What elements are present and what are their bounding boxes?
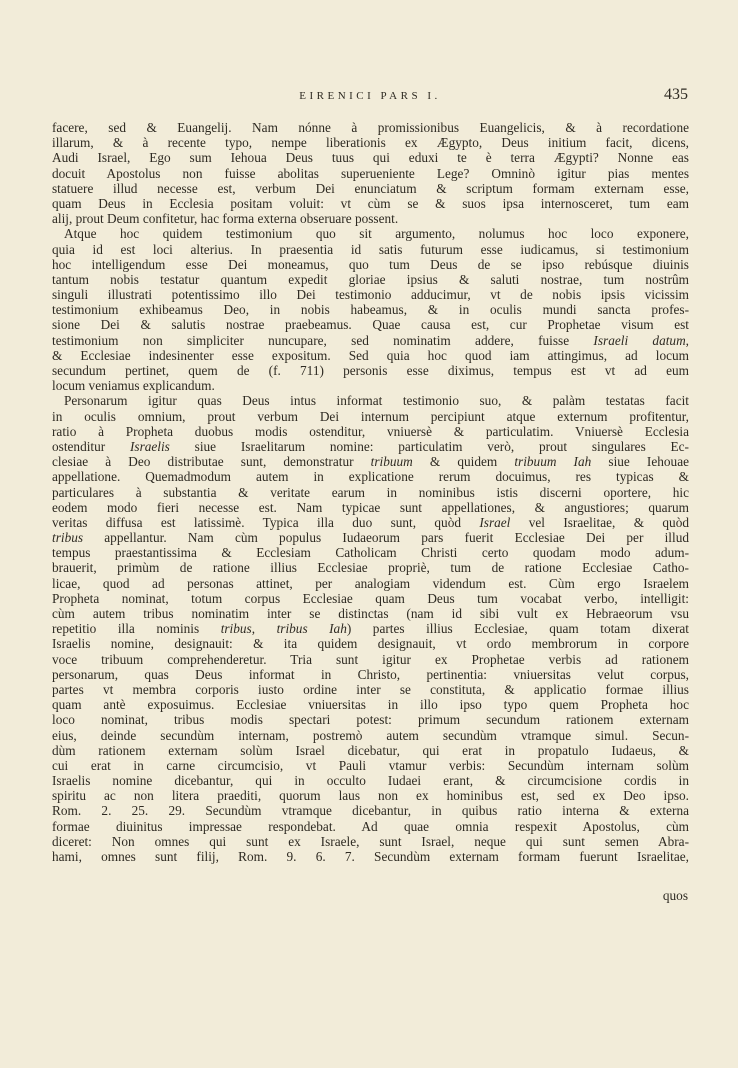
text-line: tempus praestantissima & Ecclesiam Catholicam Christi certo quodam modo adum-	[52, 545, 689, 561]
text-run: veritas diffusa est latissimè. Typica illa duo sunt, quòd	[52, 514, 462, 530]
text-line: loco nominat, tribus modis spectari potest: primum secundum rationem externam	[52, 712, 689, 728]
text-run: appellantur. Nam cùm populus Iudaeorum pars fuerit Ecclesiae Dei per illud	[104, 530, 689, 546]
text-line	[52, 515, 689, 530]
text-line: secundum pertinet, quem de (f. 711) personis esse diximus, tempus est vt ad eum	[52, 363, 689, 378]
text-line: brauerit, primùm de ratione illius Ecclesiae propriè, tum de ratione Ecclesiae Catho-	[52, 560, 689, 576]
text-run: ,	[251, 621, 277, 637]
text-line: Propheta nominat, totum corpus Ecclesiae quam Deus tum vocabat verbo, intelligit:	[52, 590, 689, 606]
text-run: siue Iehouae	[591, 454, 689, 470]
text-line: particulares à substantia & veritate earum in nominibus istis discerni oportere, hic	[52, 484, 689, 500]
text-line: tantum nobis testatur quantum expedit gloriae ipsius & saluti nostrae, tum nostrûm	[52, 271, 689, 287]
text-line: quia id est loci alterius. In praesentia id satis futurum esse iudicamus, si testimonium	[52, 241, 689, 257]
text-run: & quidem	[412, 454, 515, 470]
italic-term: tribus	[220, 621, 252, 637]
italic-term: tribuum	[370, 454, 413, 470]
text-run: ostenditur	[52, 438, 106, 454]
text-line	[52, 530, 689, 545]
text-line: Rom. 2. 25. 29. Secundùm vtramque dicebantur, in quibus ratio interna & externa	[52, 803, 689, 819]
text-line: statuere illud necesse est, verbum Dei enunciatum & scriptum formam externam esse,	[52, 180, 689, 196]
text-line: Atque hoc quidem testimonium quo sit argumento, nolumus hoc loco exponere,	[64, 226, 689, 242]
text-line: partes vt membra corporis iusto ordine inter se constituta, & applicatio formae illius	[52, 681, 689, 697]
text-run: clesiae à Deo distributae sunt, demonstratur	[52, 454, 354, 470]
text-line: Israelis nomine, designauit: & ita quidem designauit, vt ordo membrorum in corpore	[52, 636, 689, 652]
italic-term: Israel	[479, 514, 511, 530]
italic-term: tribus Iah	[276, 621, 347, 637]
running-title: EIRENICI PARS I.	[299, 90, 441, 102]
text-line: facere, sed & Euangelij. Nam nónne à promissionibus Euangelicis, & à recordatione	[52, 120, 689, 135]
text-line: voce tribuum comprehenderetur. Tria sunt igitur ex Prophetae verbis ad rationem	[52, 651, 689, 667]
text-run: ,	[685, 332, 689, 348]
text-run: ) partes illius Ecclesiae, quam totam dixerat	[346, 621, 689, 637]
text-line: in oculis omnium, prout verbum Dei internum percipiunt atque externum profitentur,	[52, 408, 689, 424]
text-line: ratio à Propheta duobus modis ostenditur, vniuersè & particulatim. Vniuersè Ecclesia	[52, 423, 689, 439]
text-line: docuit Apostolus non fuisse abolitas superueniente Lege? Omninò igitur pias mentes	[52, 165, 689, 181]
catchword: quos	[662, 888, 688, 903]
text-line: alij, prout Deum confitetur, hac forma externa obseruare possent.	[52, 211, 399, 227]
text-line: formae diuinitus impressae respondebat. Ad quae omnia respexit Apostolus, cùm	[52, 818, 689, 834]
italic-term: Israeli datum	[593, 332, 686, 348]
text-line	[52, 439, 689, 454]
text-line: & Ecclesiae indesinenter esse expositum. Sed quia hoc quod iam attingimus, ad locum	[52, 347, 689, 363]
text-line: singuli illustrati potentissimo illo Dei testimonio adducimur, vt de nobis ipsis vicissim	[52, 287, 689, 303]
text-line: diceret: Non omnes qui sunt ex Israele, sunt Israel, neque qui sunt semen Abra-	[52, 833, 689, 849]
page-number: 435	[664, 86, 688, 103]
page-header	[52, 86, 688, 110]
text-line: Audi Israel, Ego sum Iehoua Deus tuus qui eduxi te è terra Ægypti? Nonne eas	[52, 150, 689, 166]
text-line: appellatione. Quemadmodum autem in explicatione rerum docuimus, res typicas &	[52, 469, 689, 485]
text-line: hami, omnes sunt filij, Rom. 9. 6. 7. Secundùm externam formam fuerunt Israelitae,	[52, 849, 689, 864]
text-line: quam antè exposuimus. Ecclesiae vniuersitas in illo ipso typo quem Propheta hoc	[52, 697, 689, 713]
text-line	[52, 864, 689, 879]
text-line: eius, deinde secundùm internam, postremò autem secundùm vtramque simul. Secun-	[52, 727, 689, 743]
text-line: testimonium exhibeamus Deo, in nobis habeamus, & in oculis mundi sancta profes-	[52, 302, 689, 318]
text-line: eodem modo fieri necesse est. Nam typicae sunt appellationes, & angustiores; quarum	[52, 499, 689, 515]
text-line: licae, quod ad personas attinet, per analogiam videndum est. Cùm ergo Israelem	[52, 575, 689, 591]
text-line: Personarum igitur quas Deus intus informat testimonio suo, & palàm testatas facit	[64, 393, 689, 409]
italic-term: tribuum Iah	[514, 454, 592, 470]
body-text	[52, 120, 689, 879]
text-line: Israelis nomine dicebantur, qui in occulto Iudaei erant, & circumcisione cordis in	[52, 773, 689, 789]
italic-term: tribus	[52, 530, 84, 546]
text-line: hoc intelligendum esse Dei moneamus, quo tum Deus de se ipso rebúsque diuinis	[52, 256, 689, 272]
text-line: spiritu ac non litera praediti, quorum laus non ex hominibus est, sed ex Deo ipso.	[52, 788, 689, 804]
text-line	[52, 333, 689, 348]
text-run: siue Israelitarum nomine: particulatim verò, prout singulares Ec-	[169, 438, 689, 454]
text-line: personarum, quas Deus informat in Christo, pertinentia: vniuersitas velut corpus,	[52, 666, 689, 682]
text-run: testimonium non simpliciter nuncupare, sed nominatim addere, fuisse	[52, 332, 570, 348]
text-line: cùm autem tribus nominatim inter se distinctas (nam id sibi vult ex Hebraeorum vsu	[52, 606, 689, 621]
text-line	[52, 621, 689, 636]
text-line: dùm rationem externam solùm Israel dicebatur, qui erat in propatulo Iudaeus, &	[52, 742, 689, 758]
text-line: locum veniamus explicandum.	[52, 378, 215, 394]
text-run: vel Israelitae, & quòd	[510, 514, 689, 530]
italic-term: Israelis	[129, 438, 170, 454]
text-line: illarum, & à recente typo, nempe liberationis ex Ægypto, Deus initium facit, dicens,	[52, 135, 689, 151]
text-line: quam Deus in Ecclesia positam voluit: vt cùm se & suos ipsa internosceret, tum eam	[52, 195, 689, 211]
text-line: sione Dei & salutis nostrae praebeamus. Quae causa est, cur Prophetae visum est	[52, 317, 689, 333]
text-line: cui erat in carne circumcisio, vt Pauli vtamur verbis: Secundùm internam solùm	[52, 757, 689, 773]
text-line	[52, 454, 689, 469]
text-run: repetitio illa nominis	[52, 621, 200, 637]
